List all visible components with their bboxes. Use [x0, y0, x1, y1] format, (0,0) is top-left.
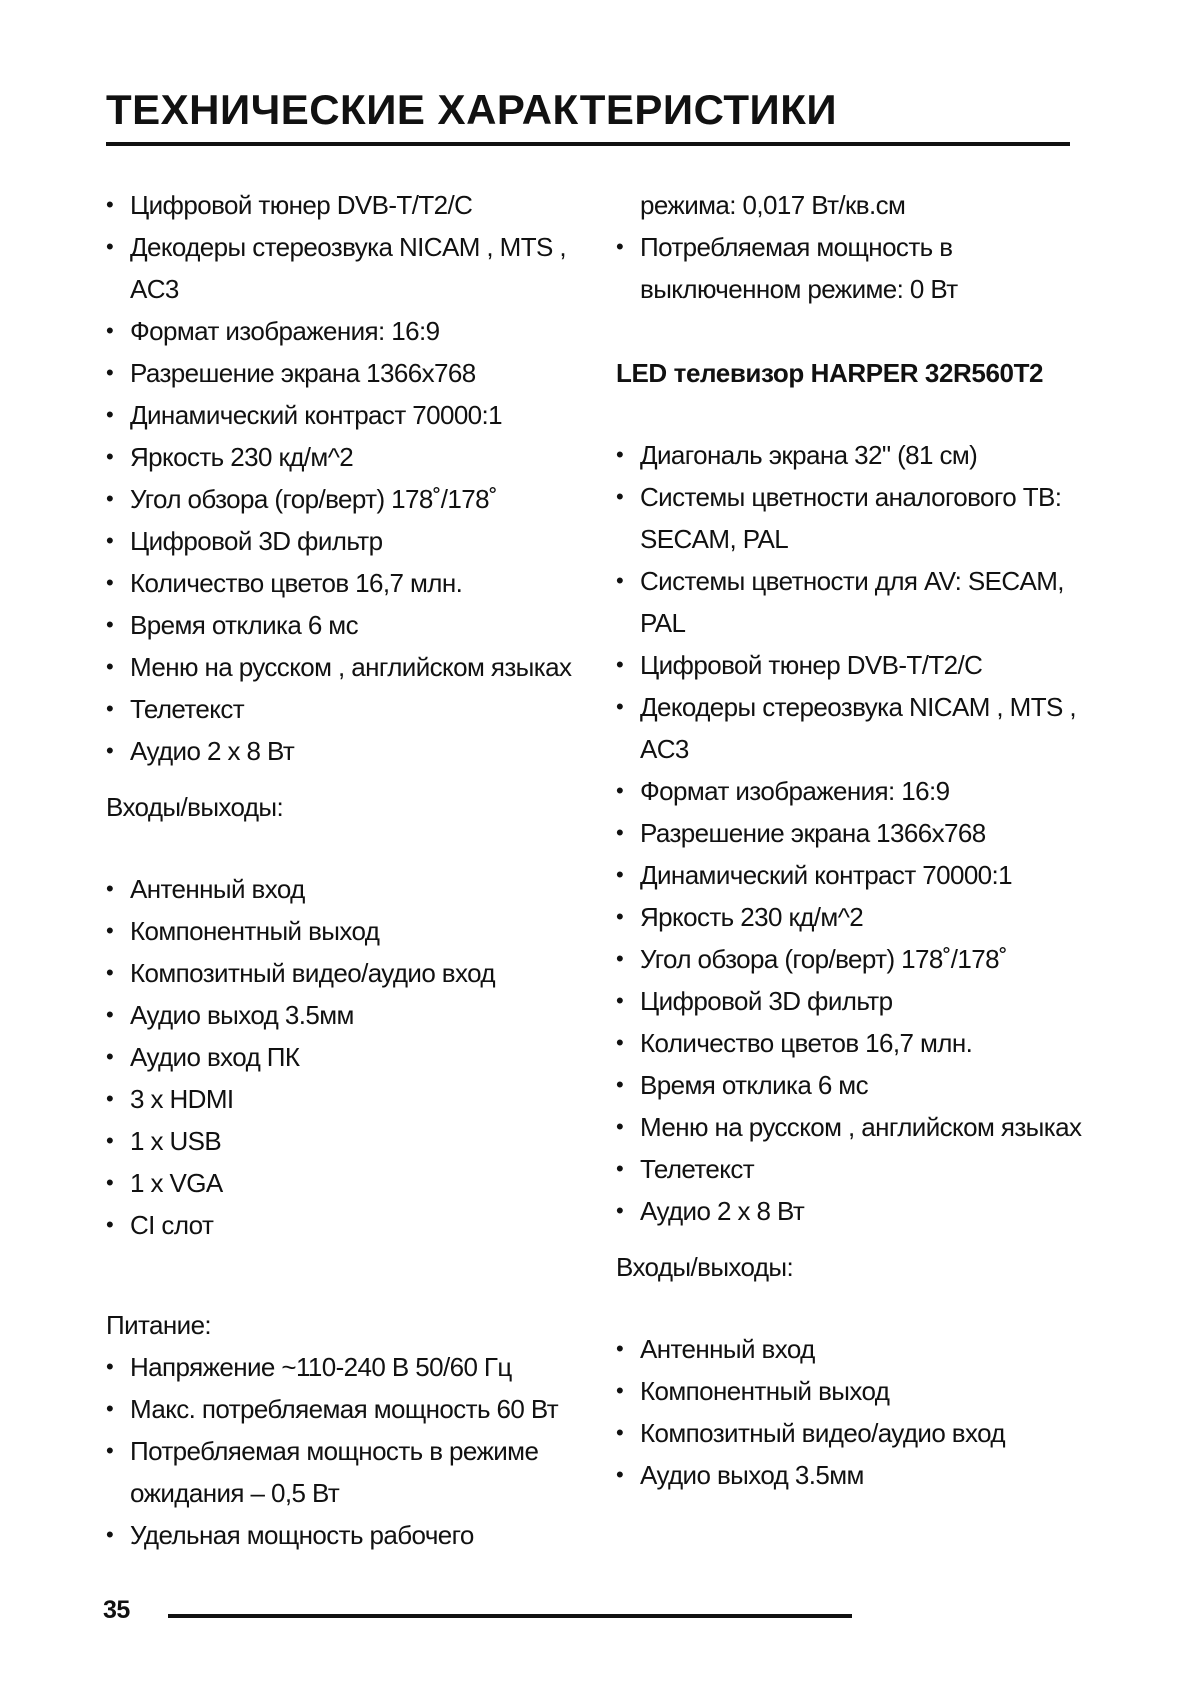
list-item: • Угол обзора (гор/верт) 178˚/178˚: [616, 938, 1086, 980]
list-item: • Телетекст: [616, 1148, 1086, 1190]
list-item: • Аудио выход 3.5мм: [106, 994, 606, 1036]
list-item: • Цифровой тюнер DVB-T/T2/C: [106, 184, 606, 226]
right-power-list: [616, 226, 1086, 310]
list-item: • Декодеры стереозвука NICAM , MTS , AC3: [616, 686, 1086, 770]
list-item: • Цифровой 3D фильтр: [106, 520, 606, 562]
io-heading: Входы/выходы:: [106, 792, 284, 822]
list-item: • 1 x USB: [106, 1120, 606, 1162]
right-column: [616, 184, 1086, 1496]
list-item: • Удельная мощность рабочего: [106, 1514, 606, 1556]
list-item: • Динамический контраст 70000:1: [106, 394, 606, 436]
list-item: • Количество цветов 16,7 млн.: [106, 562, 606, 604]
left-power-list: [106, 1346, 606, 1556]
left-features-list: [106, 184, 606, 772]
list-item: • Количество цветов 16,7 млн.: [616, 1022, 1086, 1064]
list-item: • Время отклика 6 мс: [106, 604, 606, 646]
list-item: • Диагональ экрана 32" (81 см): [616, 434, 1086, 476]
list-item: • Аудио 2 x 8 Вт: [616, 1190, 1086, 1232]
list-item: • 3 x HDMI: [106, 1078, 606, 1120]
list-item: • Компонентный выход: [616, 1370, 1086, 1412]
list-item: • Композитный видео/аудио вход: [616, 1412, 1086, 1454]
list-item: • Композитный видео/аудио вход: [106, 952, 606, 994]
list-item: • Яркость 230 кд/м^2: [106, 436, 606, 478]
page-number: 35: [103, 1596, 130, 1624]
right-io-list: [616, 1328, 1086, 1496]
list-item: • Аудио 2 x 8 Вт: [106, 730, 606, 772]
list-item: • Напряжение ~110-240 В 50/60 Гц: [106, 1346, 606, 1388]
list-item: • 1 x VGA: [106, 1162, 606, 1204]
list-item: • Компонентный выход: [106, 910, 606, 952]
io-heading: Входы/выходы:: [616, 1252, 794, 1282]
model-heading: LED телевизор HARPER 32R560T2: [616, 358, 1044, 388]
list-item: • Разрешение экрана 1366x768: [106, 352, 606, 394]
list-item: • Цифровой 3D фильтр: [616, 980, 1086, 1022]
power-heading: Питание:: [106, 1310, 212, 1340]
list-item: • Антенный вход: [106, 868, 606, 910]
list-item: • Угол обзора (гор/верт) 178˚/178˚: [106, 478, 606, 520]
list-item: • Антенный вход: [616, 1328, 1086, 1370]
left-io-list: [106, 868, 606, 1246]
list-item: • Формат изображения: 16:9: [106, 310, 606, 352]
left-column: [106, 184, 606, 1556]
list-item: • Телетекст: [106, 688, 606, 730]
list-item: • Потребляемая мощность в режиме ожидания – 0,5 Вт: [106, 1430, 606, 1514]
list-item: • Системы цветности аналогового ТВ: SECAM, PAL: [616, 476, 1086, 560]
right-features-list: [616, 434, 1086, 1232]
list-item: • Декодеры стереозвука NICAM , MTS , AC3: [106, 226, 606, 310]
list-item: • CI слот: [106, 1204, 606, 1246]
list-item: • Разрешение экрана 1366x768: [616, 812, 1086, 854]
list-item: • Формат изображения: 16:9: [616, 770, 1086, 812]
list-item: • Аудио выход 3.5мм: [616, 1454, 1086, 1496]
list-item: • Динамический контраст 70000:1: [616, 854, 1086, 896]
list-item: • Цифровой тюнер DVB-T/T2/C: [616, 644, 1086, 686]
list-item: • Системы цветности для AV: SECAM, PAL: [616, 560, 1086, 644]
list-item: • Аудио вход ПК: [106, 1036, 606, 1078]
list-item: • Время отклика 6 мс: [616, 1064, 1086, 1106]
title-divider: [106, 142, 1070, 146]
page-title: ТЕХНИЧЕСКИЕ ХАРАКТЕРИСТИКИ: [106, 86, 838, 133]
list-item: • Яркость 230 кд/м^2: [616, 896, 1086, 938]
list-item: • Меню на русском , английском языках: [616, 1106, 1086, 1148]
continuation-text: режима: 0,017 Вт/кв.см: [640, 190, 906, 220]
list-item: • Макс. потребляемая мощность 60 Вт: [106, 1388, 606, 1430]
footer-divider: [168, 1614, 852, 1618]
list-item: • Потребляемая мощность в выключенном режиме: 0 Вт: [616, 226, 1086, 310]
list-item: • Меню на русском , английском языках: [106, 646, 606, 688]
